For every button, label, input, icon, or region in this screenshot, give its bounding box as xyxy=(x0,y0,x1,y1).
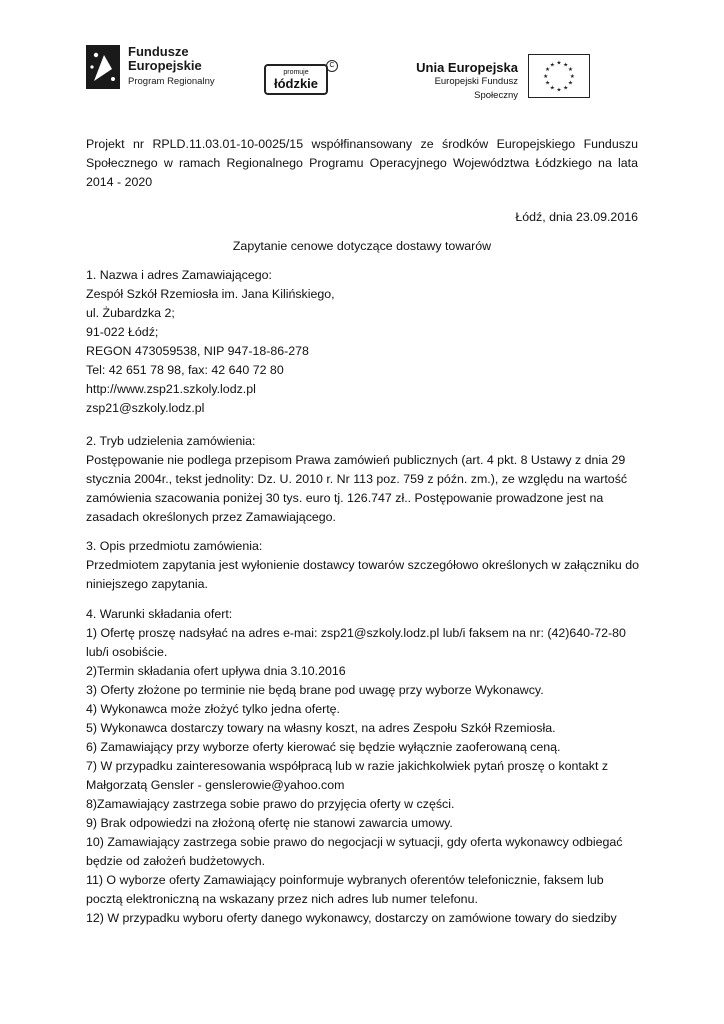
section-heading: 4. Warunki składania ofert: xyxy=(86,607,233,621)
fundusze-europejskie-logo xyxy=(86,45,231,100)
section-description xyxy=(86,537,638,594)
promuje-lodzkie-logo xyxy=(264,60,334,100)
address-line: ul. Żubardzka 2; xyxy=(86,306,175,320)
svg-text:★: ★ xyxy=(549,62,555,69)
text-line: niniejszego zapytania. xyxy=(86,577,208,591)
section-heading: 3. Opis przedmiotu zamówienia: xyxy=(86,539,263,553)
email-link[interactable]: zsp21@szkoly.lodz.pl xyxy=(86,401,205,415)
document-title: Zapytanie cenowe dotyczące dostawy towarów xyxy=(232,239,492,253)
fundusze-europejskie-emblem-icon xyxy=(86,45,120,89)
text-line: Postępowanie nie podlega przepisom Prawa zamówień publicznych (art. 4 pkt. 8 Ustawy z dnia 29 xyxy=(86,453,626,467)
fe-logo-line2: Europejskie xyxy=(128,58,202,73)
address-line: 91-022 Łódź; xyxy=(86,325,159,339)
svg-text:★: ★ xyxy=(556,87,562,94)
svg-text:★: ★ xyxy=(549,85,555,92)
address-line: Zespół Szkół Rzemiosła im. Jana Kilińskiego, xyxy=(86,287,335,301)
section-procedure xyxy=(86,432,638,527)
eu-flag-icon xyxy=(528,54,590,98)
section-contracting-authority xyxy=(86,266,638,418)
svg-text:★: ★ xyxy=(556,60,562,67)
condition-line: 5) Wykonawca dostarczy towary na własny koszt, na adres Zespołu Szkół Rzemiosła. xyxy=(86,721,556,735)
section-heading: 2. Tryb udzielenia zamówienia: xyxy=(86,434,256,448)
svg-text:★: ★ xyxy=(544,67,551,74)
logo-bar xyxy=(86,40,646,100)
condition-line: pocztą elektroniczną na wskazany przez nich adres lub numer telefonu. xyxy=(86,892,478,906)
condition-line: będzie od założeń budżetowych. xyxy=(86,854,266,868)
svg-text:★: ★ xyxy=(567,67,574,74)
condition-line: 12) W przypadku wyboru oferty danego wykonawcy, dostarczy on zamówione towary do siedziby xyxy=(86,911,617,925)
svg-text:★: ★ xyxy=(543,73,549,80)
condition-line: 7) W przypadku zainteresowania współpracą lub w razie jakichkolwiek pytań proszę o kontakt z xyxy=(86,759,609,773)
condition-line: 11) O wyborze oferty Zamawiający poinformuje wybranych oferentów telefonicznie, faksem lub xyxy=(86,873,604,887)
text-line: zasadach określonych przez Zamawiającego. xyxy=(86,510,337,524)
text-line: stycznia 2004r., tekst jednolity: Dz. U. 2010 r. Nr 113 poz. 759 z późn. zm.), ze względu na wartość xyxy=(86,472,628,486)
text-line: Przedmiotem zapytania jest wyłonienie dostawcy towarów szczegółowo określonych w załączniku do xyxy=(86,558,640,572)
condition-line: 1) Ofertę proszę nadsyłać na adres e-mai: zsp21@szkoly.lodz.pl lub/i faksem na nr: (42)640-72-80 xyxy=(86,626,626,640)
project-note: Projekt nr RPLD.11.03.01-10-0025/15 współfinansowany ze środków Europejskiego Funduszu Społecznego w ramach Regionalnego Programu Operacyjnego Województwa Łódzkiego na lata 2014 - 2020 xyxy=(86,137,638,189)
condition-line: Małgorzatą Gensler - genslerowie@yahoo.com xyxy=(86,778,345,792)
svg-text:★: ★ xyxy=(563,85,569,92)
section-offer-conditions xyxy=(86,605,638,928)
svg-text:★: ★ xyxy=(563,62,569,69)
fe-logo-line1: Fundusze xyxy=(128,44,189,59)
document-date: Łódź, dnia 23.09.2016 xyxy=(515,210,638,224)
ue-logo-line1: Unia Europejska xyxy=(416,60,518,75)
condition-line: 9) Brak odpowiedzi na złożoną ofertę nie stanowi zawarcia umowy. xyxy=(86,816,453,830)
condition-line: 6) Zamawiający przy wyborze oferty kierować się będzie wyłącznie zaoferowaną ceną. xyxy=(86,740,561,754)
svg-text:★: ★ xyxy=(569,73,575,80)
condition-line: 3) Oferty złożone po terminie nie będą brane pod uwagę przy wyborze Wykonawcy. xyxy=(86,683,544,697)
ue-logo-line2: Europejski Fundusz Społeczny xyxy=(434,76,518,101)
fe-logo-line3: Program Regionalny xyxy=(128,76,215,87)
svg-text:★: ★ xyxy=(544,80,551,87)
condition-line: 2)Termin składania ofert upływa dnia 3.10.2016 xyxy=(86,664,346,678)
condition-line: 10) Zamawiający zastrzega sobie prawo do negocjacji w sytuacji, gdy oferta wykonawcy odbiegać xyxy=(86,835,623,849)
address-line: REGON 473059538, NIP 947-18-86-278 xyxy=(86,344,309,358)
address-line: Tel: 42 651 78 98, fax: 42 640 72 80 xyxy=(86,363,284,377)
website-link[interactable]: http://www.zsp21.szkoly.lodz.pl xyxy=(86,382,256,396)
section-heading: 1. Nazwa i adres Zamawiającego: xyxy=(86,268,272,282)
text-line: zamówienia szacowania poniżej 30 tys. euro tj. 126.747 zł.. Postępowanie prowadzone jest na xyxy=(86,491,604,505)
condition-line: lub/i osobiście. xyxy=(86,645,168,659)
condition-line: 8)Zamawiający zastrzega sobie prawo do przyjęcia oferty w części. xyxy=(86,797,455,811)
lodz-logo-big-text: łódzkie xyxy=(273,76,319,91)
lodz-logo-small-text: promuje xyxy=(283,69,309,76)
ue-logo-text xyxy=(396,60,518,103)
condition-line: 4) Wykonawca może złożyć tylko jedna ofertę. xyxy=(86,702,341,716)
lodz-logo-symbol: C xyxy=(326,60,338,72)
svg-text:★: ★ xyxy=(567,80,574,87)
